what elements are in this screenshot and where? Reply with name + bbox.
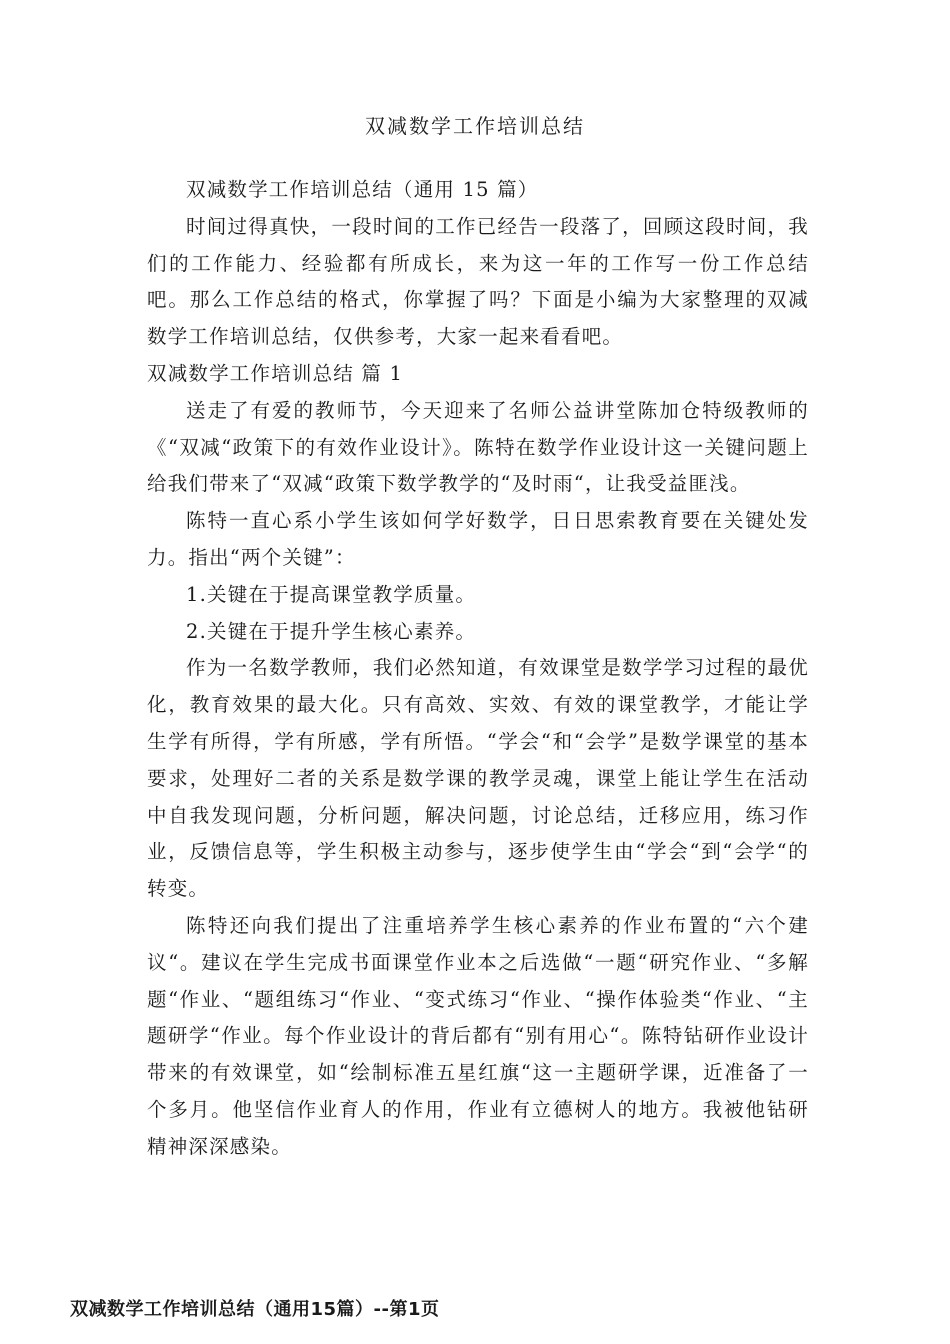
- body-paragraph: 作为一名数学教师，我们必然知道，有效课堂是数学学习过程的最优化，教育效果的最大化。只有高效、实效、有效的课堂教学，才能让学生学有所得，学有所感，学有所悟。“学会“和“会学”是数学课堂的基本要求，处理好二者的关系是数学课的教学灵魂，课堂上能让学生在活动中自我发现问题，分析问题，解决问题，讨论总结，迁移应用，练习作业，反馈信息等，学生积极主动参与，逐步使学生由“学会“到“会学“的转变。: [147, 656, 809, 901]
- list-item: 2.关键在于提升学生核心素养。: [186, 619, 477, 643]
- document-body: [147, 172, 809, 1166]
- list-item: 1.关键在于提高课堂教学质量。: [186, 582, 477, 606]
- section-heading: 双减数学工作培训总结 篇 1: [147, 361, 404, 385]
- body-paragraph: 送走了有爱的教师节，今天迎来了名师公益讲堂陈加仓特级教师的《“双减“政策下的有效作业设计》。陈特在数学作业设计这一关键问题上给我们带来了“双减“政策下数学教学的“及时雨“，让我受益匪浅。: [147, 398, 809, 496]
- intro-paragraph: 时间过得真快，一段时间的工作已经告一段落了，回顾这段时间，我们的工作能力、经验都有所成长，来为这一年的工作写一份工作总结吧。那么工作总结的格式，你掌握了吗？下面是小编为大家整理的双减数学工作培训总结，仅供参考，大家一起来看看吧。: [147, 214, 809, 349]
- body-paragraph: 陈特还向我们提出了注重培养学生核心素养的作业布置的“六个建议“。建议在学生完成书面课堂作业本之后选做“一题“研究作业、“多解题“作业、“题组练习“作业、“变式练习“作业、“操作体验类“作业、“主题研学“作业。每个作业设计的背后都有“别有用心“。陈特钻研作业设计带来的有效课堂，如“绘制标准五星红旗“这一主题研学课，近准备了一个多月。他坚信作业育人的作用，作业有立德树人的地方。我被他钻研精神深深感染。: [147, 913, 809, 1158]
- body-paragraph: 陈特一直心系小学生该如何学好数学，日日思索教育要在关键处发力。指出“两个关键”：: [147, 509, 809, 569]
- subtitle-paragraph: 双减数学工作培训总结（通用 15 篇）: [186, 178, 539, 201]
- page-footer: 双减数学工作培训总结（通用15篇）--第1页: [70, 1299, 440, 1320]
- document-title: 双减数学工作培训总结: [365, 114, 585, 138]
